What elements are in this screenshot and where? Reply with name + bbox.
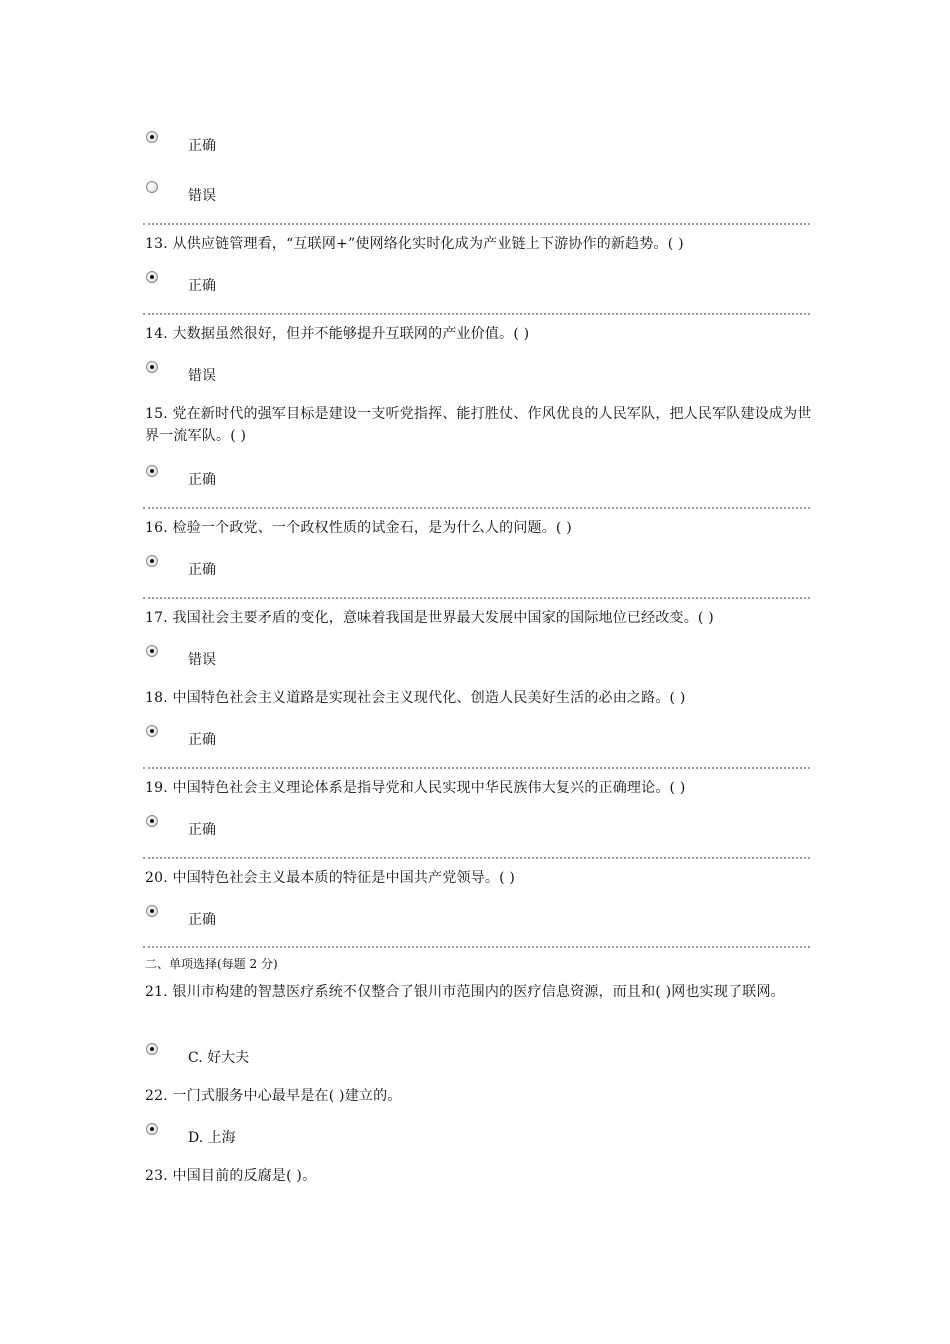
- option-label: 错误: [188, 368, 216, 384]
- question-20: 20. 中国特色社会主义最本质的特征是中国共产党领导。( ): [145, 870, 516, 886]
- divider: [143, 597, 810, 599]
- question-22: 22. 一门式服务中心最早是在( )建立的。: [145, 1088, 402, 1104]
- option-label: 错误: [188, 188, 216, 204]
- radio-q13-answer[interactable]: [146, 271, 158, 283]
- divider: [143, 313, 810, 315]
- divider: [143, 946, 810, 948]
- option-label: C. 好大夫: [188, 1050, 250, 1066]
- option-label: 正确: [188, 912, 216, 928]
- question-17: 17. 我国社会主要矛盾的变化，意味着我国是世界最大发展中国家的国际地位已经改变。( ): [145, 610, 714, 626]
- option-label: 正确: [188, 822, 216, 838]
- question-16: 16. 检验一个政党、一个政权性质的试金石，是为什么人的问题。( ): [145, 520, 572, 536]
- radio-q16-answer[interactable]: [146, 555, 158, 567]
- radio-q22-answer[interactable]: [146, 1123, 158, 1135]
- question-13: 13. 从供应链管理看，“互联网+”使网络化实时化成为产业链上下游协作的新趋势。( ): [145, 236, 684, 252]
- option-label: 正确: [188, 472, 216, 488]
- radio-q15-answer[interactable]: [146, 465, 158, 477]
- question-19: 19. 中国特色社会主义理论体系是指导党和人民实现中华民族伟大复兴的正确理论。( ): [145, 780, 686, 796]
- option-label: 正确: [188, 138, 216, 154]
- radio-q14-answer[interactable]: [146, 361, 158, 373]
- option-label: 错误: [188, 652, 216, 668]
- radio-q17-answer[interactable]: [146, 645, 158, 657]
- radio-q18-answer[interactable]: [146, 725, 158, 737]
- question-14: 14. 大数据虽然很好，但并不能够提升互联网的产业价值。( ): [145, 326, 530, 342]
- section-heading: 二、单项选择(每题 2 分): [145, 957, 278, 971]
- question-15: 15. 党在新时代的强军目标是建设一支听党指挥、能打胜仗、作风优良的人民军队，把人民军队建设成为世界一流军队。( ): [145, 406, 812, 444]
- option-label: 正确: [188, 732, 216, 748]
- radio-q12-correct[interactable]: [146, 131, 158, 143]
- radio-q21-answer[interactable]: [146, 1043, 158, 1055]
- radio-q12-wrong[interactable]: [146, 181, 158, 193]
- question-23: 23. 中国目前的反腐是( )。: [145, 1168, 317, 1184]
- option-label: 正确: [188, 562, 216, 578]
- question-18: 18. 中国特色社会主义道路是实现社会主义现代化、创造人民美好生活的必由之路。( ): [145, 690, 686, 706]
- option-label: D. 上海: [188, 1130, 236, 1146]
- radio-q19-answer[interactable]: [146, 815, 158, 827]
- divider: [143, 767, 810, 769]
- option-label: 正确: [188, 278, 216, 294]
- radio-q20-answer[interactable]: [146, 905, 158, 917]
- question-21: 21. 银川市构建的智慧医疗系统不仅整合了银川市范围内的医疗信息资源，而且和( )网也实现了联网。: [145, 984, 785, 1000]
- divider: [143, 507, 810, 509]
- divider: [143, 857, 810, 859]
- divider: [143, 223, 810, 225]
